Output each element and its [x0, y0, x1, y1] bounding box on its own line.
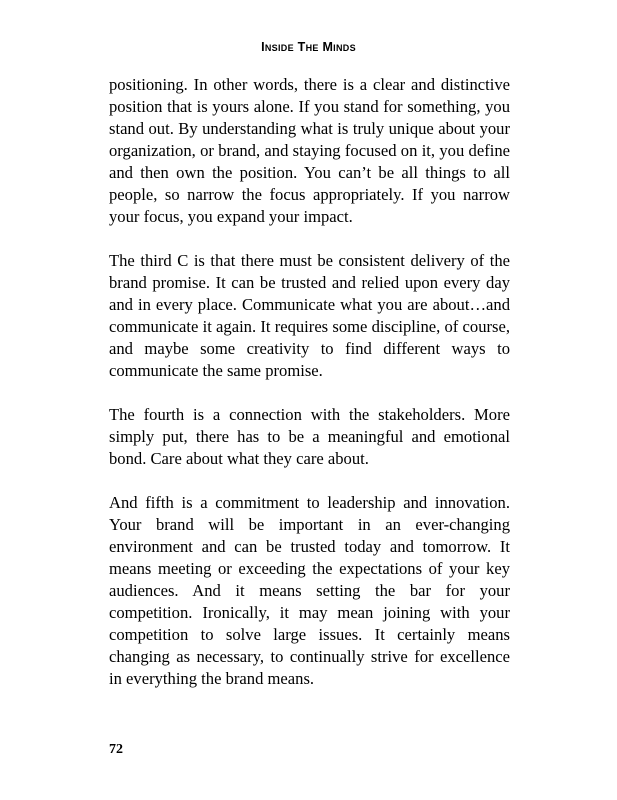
paragraph: positioning. In other words, there is a clear and distinctive position that is yours alone. If you stand for something, you stand out. By understanding what is truly unique about your organization, or brand, and staying focused on it, you define and then own the position. You can’t be all things to all people, so narrow the focus appropriately. If you narrow your focus, you expand your impact. [109, 75, 510, 226]
paragraph: The fourth is a connection with the stakeholders. More simply put, there has to be a meaningful and emotional bond. Care about what they care about. [109, 405, 510, 468]
body-text [109, 74, 510, 712]
paragraph: And fifth is a commitment to leadership and innovation. Your brand will be important in an ever-changing environment and can be trusted today and tomorrow. It means meeting or exceeding the expectations of your key audiences. And it means setting the bar for your competition. Ironically, it may mean joining with your competition to solve large issues. It certainly means changing as necessary, to continually strive for excellence in everything the brand means. [109, 493, 510, 688]
page-number: 72 [109, 742, 123, 757]
running-header: Inside The Minds [261, 40, 356, 54]
paragraph: The third C is that there must be consistent delivery of the brand promise. It can be trusted and relied upon every day and in every place. Communicate what you are about…and communicate it again. It requires some discipline, of course, and maybe some creativity to find different ways to communicate the same promise. [109, 251, 510, 380]
